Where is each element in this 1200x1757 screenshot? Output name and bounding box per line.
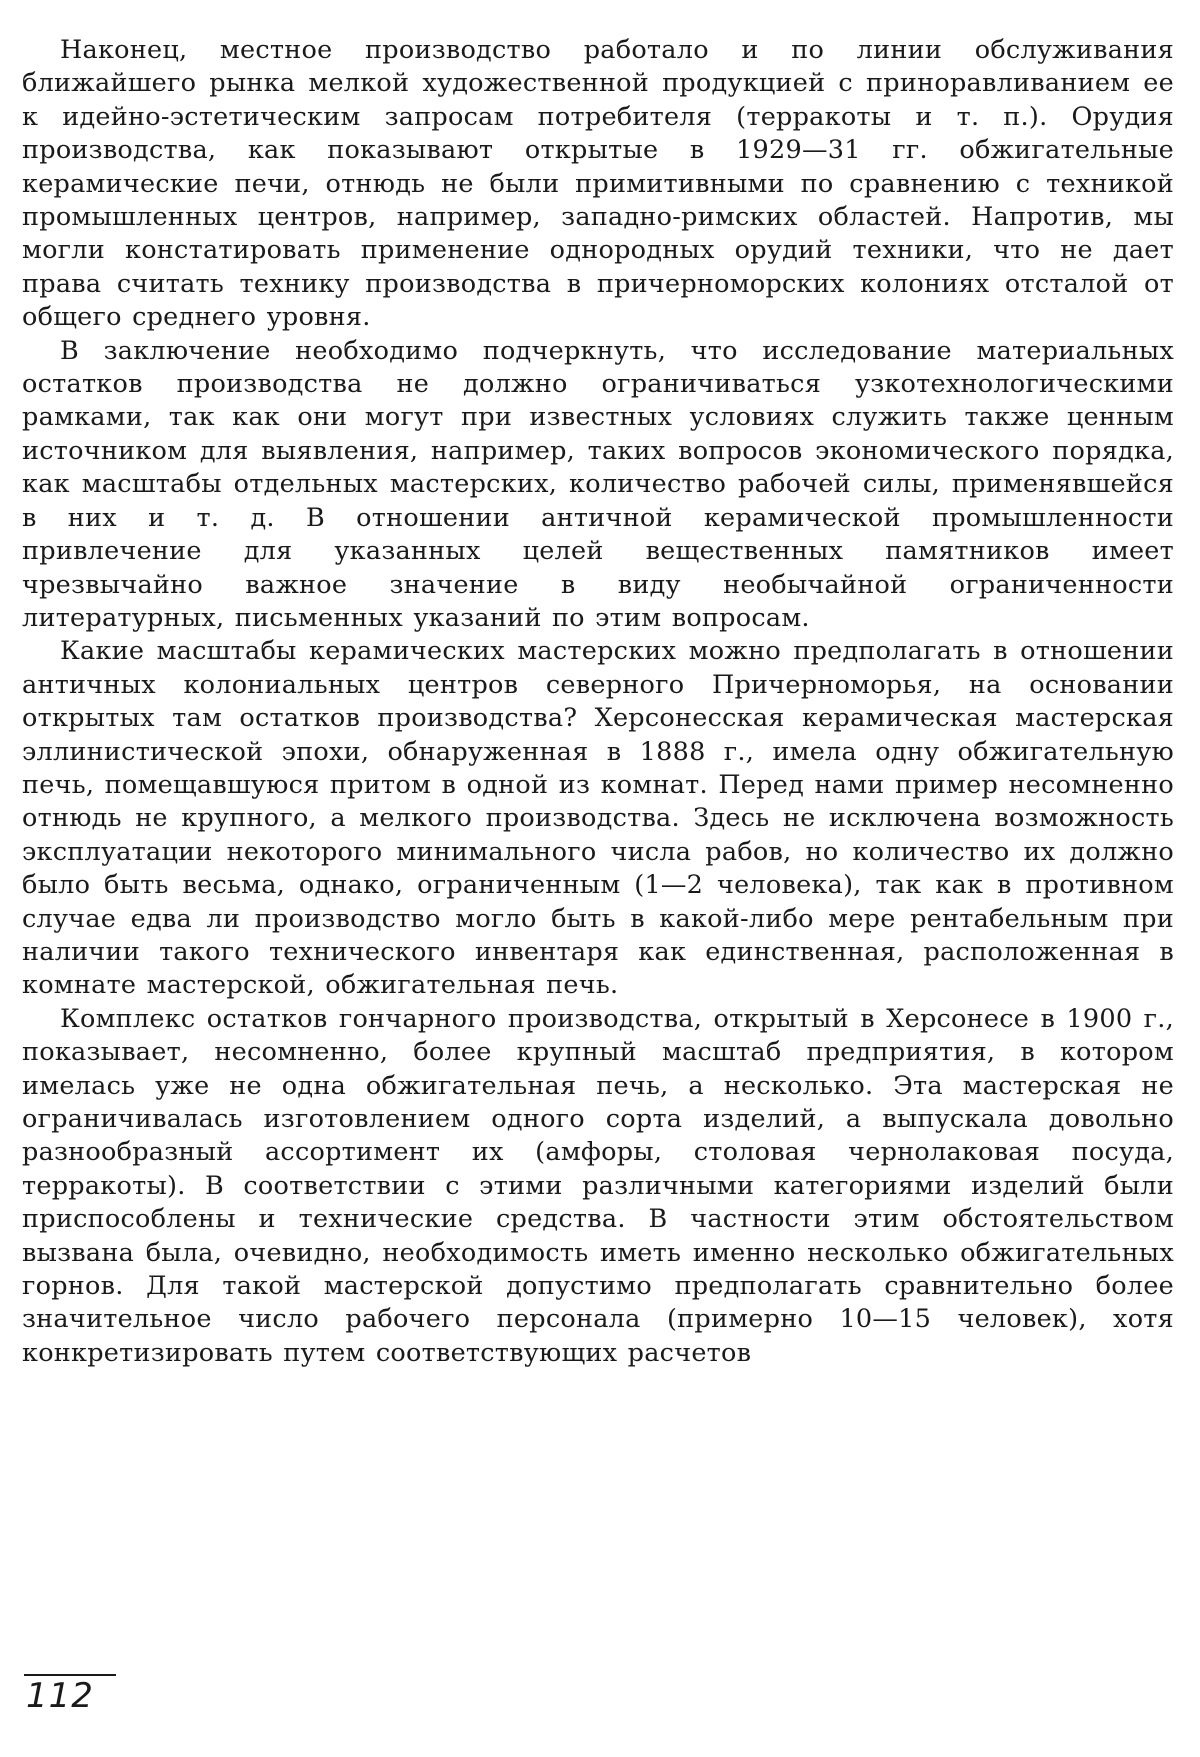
body-text xyxy=(22,34,1174,1370)
book-page xyxy=(22,34,1174,1734)
paragraph: Комплекс остатков гончарного производства, открытый в Херсонесе в 1900 г., показывает, несомненно, более крупный масштаб предприятия, в котором имелась уже не одна обжигательная печь, а несколько. Эта мастерская не ограничивалась изготовлением одного сорта изделий, а выпускала довольно разнообразный ассортимент их (амфоры, столовая чернолаковая посуда, терракоты). В соответствии с этими различными категориями изделий были приспособлены и технические средства. В частности этим обстоятельством вызвана была, очевидно, необходимость иметь именно несколько обжигательных горнов. Для такой мастерской допустимо предполагать сравнительно более значительное число рабочего персонала (примерно 10—15 человек), хотя конкретизировать путем соответствующих расчетов xyxy=(22,1003,1174,1368)
paragraph: В заключение необходимо подчеркнуть, что исследование материальных остатков производства не должно ограничиваться узкотехнологическими рамками, так как они могут при известных условиях служить также ценным источником для выявления, например, таких вопросов экономического порядка, как масштабы отдельных мастерских, количество рабочей силы, применявшейся в них и т. д. В отношении античной керамической промышленности привлечение для указанных целей вещественных памятников имеет чрезвычайно важное значение в виду необычайной ограниченности литературных, письменных указаний по этим вопросам. xyxy=(22,335,1174,633)
paragraph: Наконец, местное производство работало и по линии обслуживания ближайшего рынка мелкой художественной продукцией с приноравливанием ее к идейно-эстетическим запросам потребителя (терракоты и т. п.). Орудия производства, как показывают открытые в 1929—31 гг. обжигательные керамические печи, отнюдь не были примитивными по сравнению с техникой промышленных центров, например, западно-римских областей. Напротив, мы могли констатировать применение однородных орудий техники, что не дает права считать технику производства в причерноморских колониях отсталой от общего среднего уровня. xyxy=(22,35,1174,333)
page-number: 112 xyxy=(26,1676,94,1716)
paragraph: Какие масштабы керамических мастерских можно предполагать в отношении античных колониальных центров северного Причерноморья, на основании открытых там остатков производства? Херсонесская керамическая мастерская эллинистической эпохи, обнаруженная в 1888 г., имела одну обжигательную печь, помещавшуюся притом в одной из комнат. Перед нами пример несомненно отнюдь не крупного, а мелкого производства. Здесь не исключена возможность эксплуатации некоторого минимального числа рабов, но количество их должно было быть весьма, однако, ограниченным (1—2 человека), так как в противном случае едва ли производство могло быть в какой-либо мере рентабельным при наличии такого технического инвентаря как единственная, расположенная в комнате мастерской, обжигательная печь. xyxy=(22,636,1174,1001)
